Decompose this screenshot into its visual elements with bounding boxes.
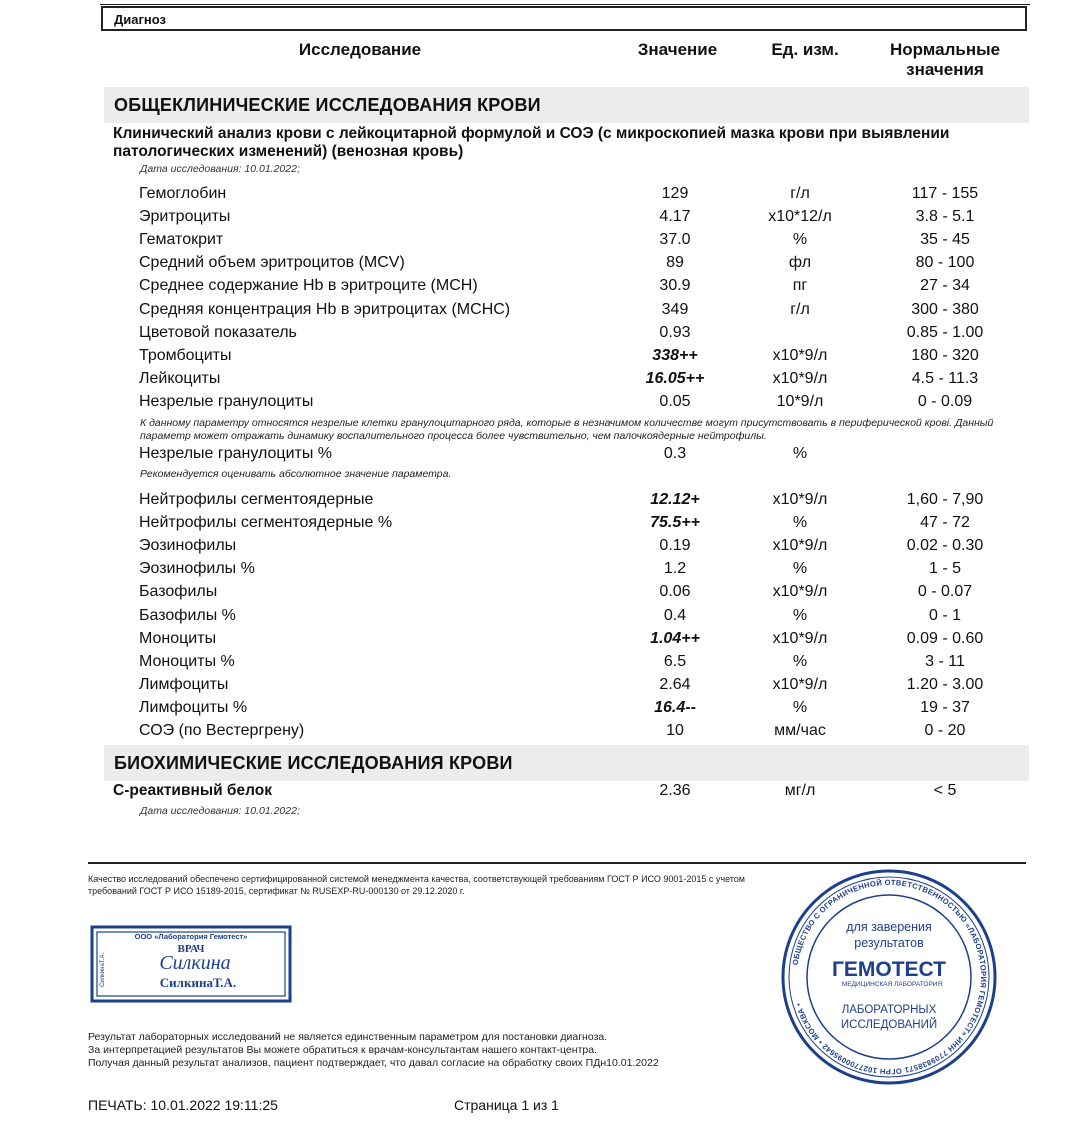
- table-row: [0, 722, 1080, 744]
- disclaimer-line: За интерпретацией результатов Вы можете обратиться к врачам-консультантам нашего контакт-центра.: [88, 1044, 597, 1056]
- header-value: Значение: [637, 40, 718, 59]
- row-unit: мм/час: [774, 722, 826, 739]
- row-value: 1.04++: [650, 629, 700, 647]
- table-row: [0, 537, 1080, 559]
- row-norm: 0 - 20: [924, 722, 966, 739]
- table-row: [0, 560, 1080, 582]
- row-norm: 180 - 320: [911, 346, 979, 364]
- table-row: [0, 254, 1080, 276]
- row-value: 0.4: [663, 606, 687, 624]
- row-norm: 4.5 - 11.3: [911, 369, 979, 387]
- row-unit: г/л: [790, 185, 810, 202]
- study-date: Дата исследования: 10.01.2022;: [140, 163, 300, 175]
- row-name: Средний объем эритроцитов (MCV): [139, 254, 405, 272]
- row-name: Эозинофилы %: [139, 560, 255, 578]
- table-row: [0, 393, 1080, 415]
- table-row: [0, 653, 1080, 675]
- row-norm: 35 - 45: [920, 231, 970, 249]
- round-stamp-line3: ЛАБОРАТОРНЫХ: [841, 1004, 937, 1016]
- row-value: 0.05: [659, 392, 691, 410]
- quality-note: Качество исследований обеспечено сертифицированной системой менеджмента качества, соответствующей требованиям ГОСТ Р ИСО 9001-2015 с учетом требований ГОСТ Р ИСО 15189-2015, сертификат № RUSEXP-RU-000130 от 29.12.2020 г.: [88, 874, 745, 896]
- table-row: [0, 370, 1080, 392]
- header-normal-line2: значения: [906, 60, 984, 79]
- row-norm: 27 - 34: [920, 277, 970, 295]
- test-subtitle: Клинический анализ крови с лейкоцитарной формулой и СОЭ (с микроскопией мазка крови при выявлении патологических изменений) (венозная кровь): [113, 125, 950, 160]
- row-name: Моноциты %: [139, 652, 235, 670]
- table-row: [0, 630, 1080, 652]
- row-unit: пг: [792, 277, 808, 295]
- section-title: БИОХИМИЧЕСКИЕ ИССЛЕДОВАНИЯ КРОВИ: [114, 753, 513, 773]
- round-stamp-line2: результатов: [854, 936, 924, 950]
- section-biochemical: [104, 745, 1029, 781]
- table-row: [0, 347, 1080, 369]
- row-name: Нейтрофилы сегментоядерные: [139, 491, 374, 508]
- disclaimer: [88, 1031, 768, 1070]
- table-row: [0, 185, 1080, 207]
- row-norm: 0.02 - 0.30: [906, 537, 984, 555]
- row-norm: 300 - 380: [911, 300, 979, 318]
- row-unit: x10*9/л: [772, 346, 828, 364]
- row-unit: %: [792, 445, 808, 462]
- row-norm: 19 - 37: [920, 698, 970, 716]
- row-name: Тромбоциты: [139, 346, 232, 364]
- disclaimer-line: Получая данный результат анализов, пациент подтверждает, что давал согласие на обработку своих ПДн10.01.2022: [88, 1057, 659, 1069]
- row-unit: %: [792, 698, 808, 716]
- section-title: ОБЩЕКЛИНИЧЕСКИЕ ИССЛЕДОВАНИЯ КРОВИ: [114, 95, 541, 115]
- header-unit: Ед. изм.: [771, 40, 839, 59]
- row-unit: г/л: [790, 300, 810, 318]
- row-name: Эозинофилы: [139, 537, 237, 555]
- table-row: [0, 607, 1080, 629]
- row-value: 349: [661, 300, 689, 318]
- row-name: Гематокрит: [139, 231, 224, 249]
- table-row: [0, 583, 1080, 605]
- row-value: 4.17: [659, 208, 691, 226]
- row-norm: 3 - 11: [925, 652, 965, 670]
- disclaimer-line: Результат лабораторных исследований не является единственным параметром для постановки диагноза.: [88, 1031, 608, 1043]
- header-study: Исследование: [298, 40, 422, 59]
- row-unit: x10*9/л: [772, 369, 828, 387]
- bottom-rule: [88, 862, 1026, 864]
- row-norm: 0.85 - 1.00: [906, 323, 984, 341]
- row-norm: 117 - 155: [911, 185, 979, 202]
- row-value: 89: [666, 254, 684, 272]
- table-row: [0, 301, 1080, 323]
- round-stamp-line1: для заверения: [846, 920, 932, 934]
- doctor-stamp-title: ВРАЧ: [177, 943, 205, 955]
- row-name: Лимфоциты %: [139, 698, 248, 716]
- round-stamp-brand: ГЕМОТЕСТ: [831, 958, 947, 981]
- row-norm: 47 - 72: [920, 514, 970, 532]
- row-norm: 3.8 - 5.1: [915, 208, 975, 226]
- top-rule: [100, 0, 1030, 5]
- row-norm: 1 - 5: [928, 560, 961, 578]
- row-value: 0.93: [659, 323, 691, 341]
- row-unit: x10*9/л: [772, 491, 828, 508]
- row-name: СОЭ (по Вестергрену): [139, 722, 305, 739]
- header-normal-line1: Нормальные: [889, 40, 1001, 59]
- row-unit: %: [792, 652, 808, 670]
- row-norm: 0 - 1: [928, 606, 961, 624]
- note-immature-granulocytes: К данному параметру относятся незрелые клетки гранулоцитарного ряда, которые в незначимом количестве могут присутствовать в периферической кровi. Данный параметр может отражать динамику воспалительного процесса более чувствительно, чем палочкоядерные нейтрофилы.: [140, 417, 994, 442]
- diagnosis-box: [101, 6, 1027, 31]
- row-value: 75.5++: [650, 514, 700, 532]
- row-value: 6.5: [663, 652, 687, 670]
- row-name: Цветовой показатель: [139, 323, 297, 341]
- row-unit: x10*9/л: [772, 675, 828, 693]
- row-value: 2.64: [659, 675, 691, 693]
- row-norm: 1.20 - 3.00: [906, 675, 984, 693]
- row-name: Базофилы: [139, 583, 218, 601]
- row-name: Гемоглобин: [139, 185, 227, 202]
- row-unit: x10*9/л: [772, 583, 828, 601]
- row-value: 37.0: [659, 231, 691, 249]
- doctor-stamp-name: СилкинаТ.А.: [159, 975, 237, 990]
- row-name: Базофилы %: [139, 606, 236, 624]
- table-row: [0, 782, 1080, 804]
- note-recommend: Рекомендуется оценивать абсолютное значение параметра.: [140, 468, 452, 480]
- row-unit: 10*9/л: [776, 392, 824, 410]
- row-unit: %: [792, 560, 808, 578]
- row-value: 0.3: [663, 445, 687, 462]
- row-norm: 80 - 100: [915, 254, 975, 272]
- doctor-stamp: [90, 925, 292, 1003]
- row-unit: x10*9/л: [772, 629, 828, 647]
- row-name: Моноциты: [139, 629, 217, 647]
- page-number: Страница 1 из 1: [454, 1097, 559, 1113]
- table-row: [0, 277, 1080, 299]
- row-name: Нейтрофилы сегментоядерные %: [139, 514, 393, 532]
- header-normal: [870, 40, 1020, 80]
- row-name: С-реактивный белок: [113, 782, 272, 799]
- row-name: Эритроциты: [139, 208, 231, 226]
- row-value: 10: [666, 722, 684, 739]
- row-norm: 0 - 0.09: [917, 392, 973, 410]
- table-row: [0, 491, 1080, 513]
- table-row: [0, 514, 1080, 536]
- row-norm: 0.09 - 0.60: [906, 629, 984, 647]
- table-row: [0, 676, 1080, 698]
- row-value: 0.06: [659, 583, 691, 601]
- round-stamp-line4: ИССЛЕДОВАНИЙ: [840, 1019, 938, 1031]
- row-unit: %: [792, 606, 808, 624]
- row-norm: < 5: [933, 782, 957, 799]
- row-value: 1.2: [663, 560, 687, 578]
- round-stamp-ring-text: ОБЩЕСТВО С ОГРАНИЧЕННОЙ ОТВЕТСТВЕННОСТЬЮ «ЛАБОРАТОРИЯ ГЕМОТЕСТ» ИНН 7709838571 ОГРН 1027700095642 • МОСКВА •: [790, 877, 989, 1077]
- row-value: 30.9: [659, 277, 691, 295]
- row-name: Незрелые гранулоциты: [139, 392, 314, 410]
- row-name: Средняя концентрация Hb в эритроцитах (MCHC): [139, 300, 511, 318]
- row-value: 12.12+: [650, 491, 700, 508]
- row-norm: 0 - 0.07: [917, 583, 973, 601]
- row-unit: %: [792, 231, 808, 249]
- row-name: Лимфоциты: [139, 675, 229, 693]
- table-row: [0, 208, 1080, 230]
- row-value: 2.36: [659, 782, 691, 799]
- round-stamp-brand-sub: МЕДИЦИНСКАЯ ЛАБОРАТОРИЯ: [841, 981, 943, 988]
- row-unit: фл: [788, 254, 812, 272]
- doctor-signature: Силкина: [159, 952, 231, 974]
- table-row: [0, 445, 1080, 467]
- row-name: Лейкоциты: [139, 369, 221, 387]
- row-norm: 1,60 - 7,90: [906, 491, 984, 508]
- print-timestamp: ПЕЧАТЬ: 10.01.2022 19:11:25: [88, 1097, 278, 1113]
- row-name: Незрелые гранулоциты %: [139, 445, 333, 462]
- row-value: 0.19: [659, 537, 691, 555]
- row-unit: %: [792, 514, 808, 532]
- row-value: 129: [661, 185, 689, 202]
- study-date: Дата исследования: 10.01.2022;: [140, 805, 300, 817]
- section-general-clinical: [104, 87, 1029, 123]
- row-value: 16.4--: [654, 698, 696, 716]
- table-row: [0, 699, 1080, 721]
- row-name: Среднее содержание Hb в эритроците (MCH): [139, 277, 478, 295]
- doctor-stamp-side: СилкинаТ.А.: [100, 952, 106, 987]
- lab-round-stamp: [780, 868, 998, 1086]
- doctor-stamp-top: ООО «Лаборатория Гемотест»: [134, 932, 248, 941]
- row-value: 16.05++: [645, 369, 705, 387]
- row-unit: x10*9/л: [772, 537, 828, 555]
- table-row: [0, 324, 1080, 346]
- table-row: [0, 231, 1080, 253]
- diagnosis-label: Диагноз: [114, 12, 166, 27]
- row-value: 338++: [652, 346, 698, 364]
- row-unit: мг/л: [784, 782, 816, 799]
- row-unit: x10*12/л: [768, 208, 832, 226]
